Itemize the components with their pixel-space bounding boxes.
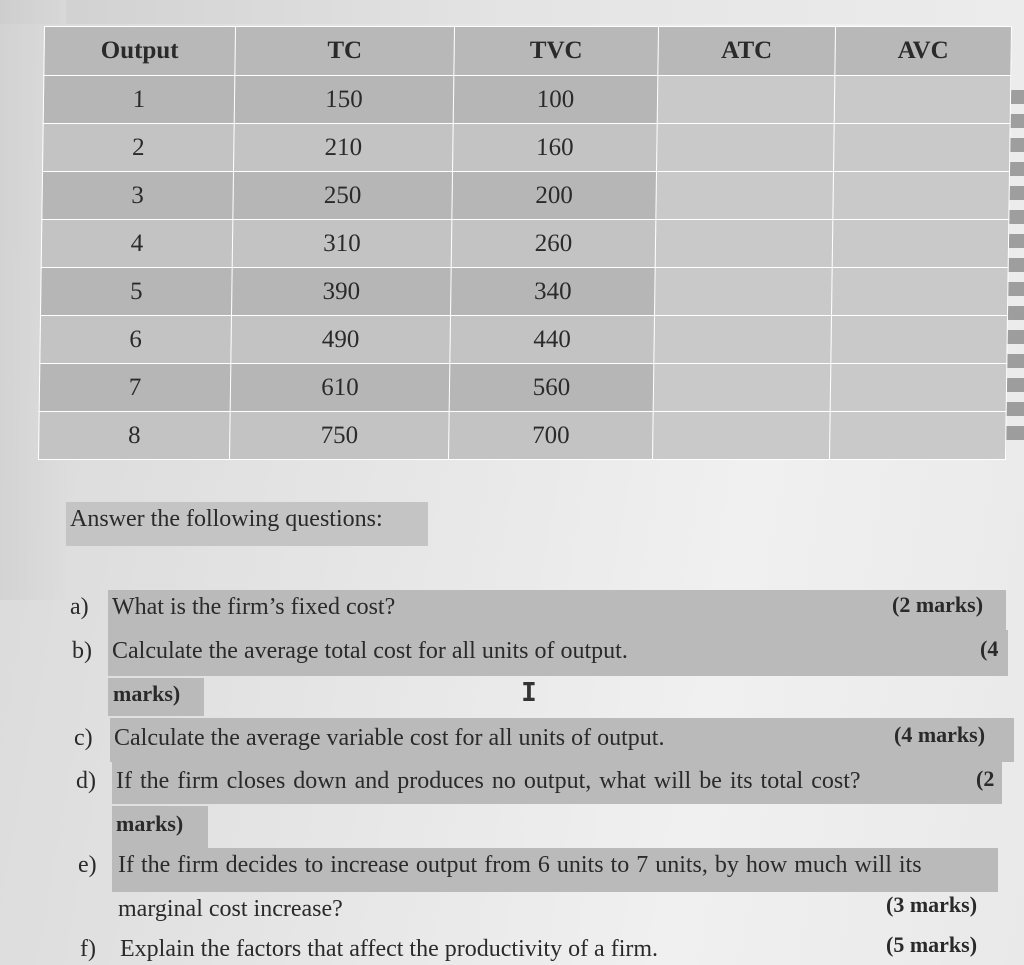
cell-avc — [831, 316, 1008, 364]
cell-output: 5 — [40, 268, 232, 316]
question-e-text: If the firm decides to increase output from 6 units to 7 units, by how much will its — [118, 852, 922, 878]
question-b-marks: (4 — [980, 636, 999, 661]
question-d-text: If the firm closes down and produces no output, what will be its total cost? — [116, 768, 861, 794]
cell-tc: 390 — [231, 268, 451, 316]
cell-atc — [655, 220, 833, 268]
question-f-text: Explain the factors that affect the productivity of a firm. — [120, 936, 659, 962]
table-header-row — [44, 27, 1012, 76]
question-a-label: a) — [70, 594, 89, 620]
cell-avc — [833, 124, 1010, 172]
text-cursor-icon: I — [521, 678, 537, 708]
cell-atc — [653, 364, 831, 412]
cell-atc — [654, 316, 832, 364]
question-a-text: What is the firm’s fixed cost? — [112, 594, 396, 620]
cell-output: 3 — [42, 172, 234, 220]
cell-atc — [656, 124, 834, 172]
question-c-marks: (4 marks) — [894, 722, 986, 747]
question-f-label: f) — [80, 936, 96, 962]
table-row — [38, 412, 1006, 460]
question-c-label: c) — [74, 725, 93, 751]
question-f-marks: (5 marks) — [886, 932, 978, 957]
cell-tvc: 440 — [450, 316, 655, 364]
cell-avc — [831, 268, 1008, 316]
table-row — [42, 172, 1010, 220]
cell-output: 6 — [40, 316, 232, 364]
question-b-label: b) — [72, 638, 92, 664]
instructions-heading: Answer the following questions: — [66, 502, 428, 546]
header-tvc: TVC — [454, 27, 659, 76]
cell-tc: 250 — [233, 172, 453, 220]
cell-tvc: 100 — [453, 76, 658, 124]
cell-avc — [833, 172, 1010, 220]
question-b-text: Calculate the average total cost for all units of output. — [112, 638, 628, 664]
question-e-text-cont: marginal cost increase? — [118, 896, 343, 922]
page-top-edge — [0, 0, 1024, 24]
cell-tvc: 200 — [452, 172, 657, 220]
cell-avc — [830, 364, 1007, 412]
question-d-marks: (2 — [976, 766, 995, 791]
cell-tvc: 260 — [451, 220, 656, 268]
cell-atc — [657, 76, 835, 124]
question-d-marks-cont: marks) — [116, 811, 184, 836]
question-a-marks: (2 marks) — [892, 592, 984, 617]
cell-avc — [834, 76, 1011, 124]
cell-avc — [829, 412, 1006, 460]
cell-avc — [832, 220, 1009, 268]
cell-output: 1 — [43, 76, 235, 124]
header-tc: TC — [235, 27, 455, 76]
cell-tc: 310 — [232, 220, 452, 268]
cost-table — [38, 26, 1012, 460]
cell-tc: 490 — [231, 316, 451, 364]
question-d-label: d) — [76, 768, 96, 794]
cell-tc: 610 — [230, 364, 450, 412]
cell-atc — [652, 412, 830, 460]
question-e-label: e) — [78, 852, 97, 878]
cell-tvc: 340 — [450, 268, 655, 316]
cell-atc — [656, 172, 834, 220]
question-e-marks: (3 marks) — [886, 892, 978, 917]
table-row — [41, 220, 1009, 268]
table-row — [42, 124, 1010, 172]
cell-tvc: 700 — [448, 412, 653, 460]
cell-output: 2 — [42, 124, 234, 172]
cell-output: 7 — [39, 364, 231, 412]
header-avc: AVC — [835, 27, 1012, 76]
cell-tvc: 160 — [452, 124, 657, 172]
header-output: Output — [44, 27, 236, 76]
cell-tvc: 560 — [449, 364, 654, 412]
question-b-marks-cont: marks) — [113, 681, 181, 706]
cell-output: 8 — [38, 412, 230, 460]
cell-atc — [654, 268, 832, 316]
cell-tc: 210 — [233, 124, 453, 172]
cell-tc: 750 — [229, 412, 449, 460]
table-row — [40, 268, 1008, 316]
cell-output: 4 — [41, 220, 233, 268]
table-row — [40, 316, 1008, 364]
question-c-text: Calculate the average variable cost for all units of output. — [114, 725, 665, 751]
header-atc: ATC — [658, 27, 836, 76]
table-row — [39, 364, 1007, 412]
cell-tc: 150 — [234, 76, 454, 124]
table-row — [43, 76, 1011, 124]
